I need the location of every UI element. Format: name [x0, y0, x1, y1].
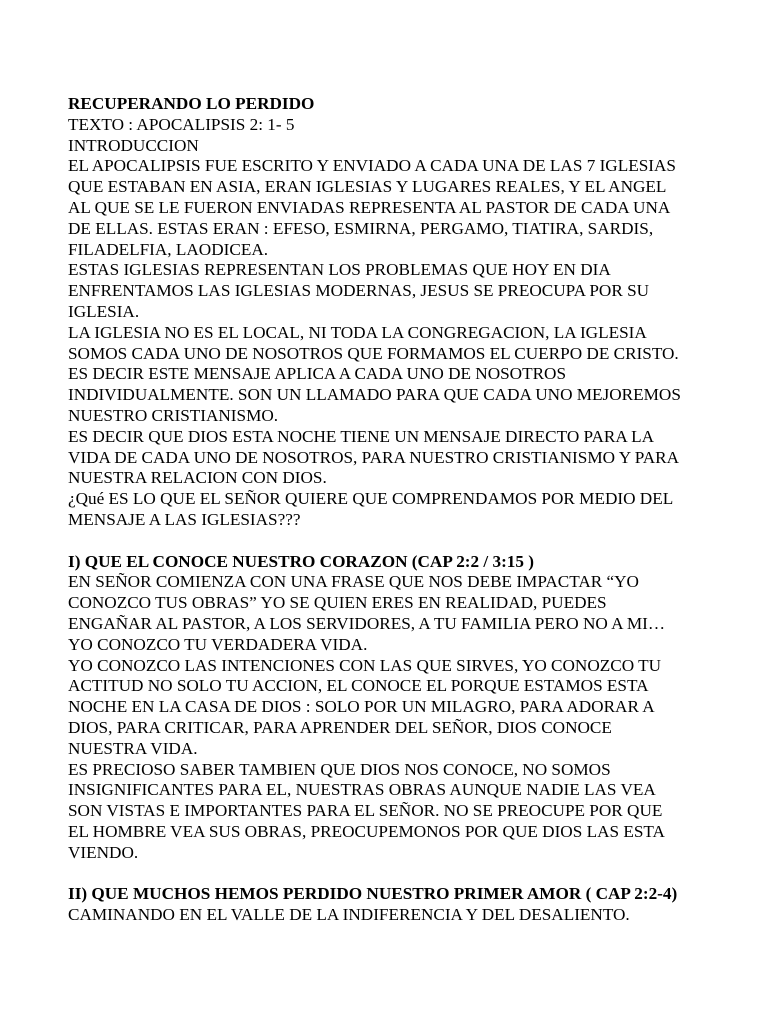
- text-line: YO CONOZCO LAS INTENCIONES CON LAS QUE SIRVES, YO CONOZCO TU: [68, 655, 662, 675]
- text-line: VIDA DE CADA UNO DE NOSOTROS, PARA NUESTRO CRISTIANISMO Y PARA: [68, 447, 680, 467]
- text-line: INSIGNIFICANTES PARA EL, NUESTRAS OBRAS AUNQUE NADIE LAS VEA: [68, 780, 656, 800]
- scripture-reference: TEXTO : APOCALIPSIS 2: 1- 5: [68, 114, 295, 134]
- text-line: ¿Qué ES LO QUE EL SEÑOR QUIERE QUE COMPRENDAMOS POR MEDIO DEL: [68, 489, 674, 509]
- text-line: MENSAJE A LAS IGLESIAS???: [68, 509, 301, 529]
- text-line: ACTITUD NO SOLO TU ACCION, EL CONOCE EL PORQUE ESTAMOS ESTA: [68, 676, 649, 696]
- section-1-paragraphs: [68, 572, 718, 863]
- paragraph-spacer: [68, 863, 718, 884]
- text-line: ES DECIR ESTE MENSAJE APLICA A CADA UNO DE NOSOTROS: [68, 364, 567, 384]
- text-line: DE ELLAS. ESTAS ERAN : EFESO, ESMIRNA, PERGAMO, TIATIRA, SARDIS,: [68, 218, 654, 238]
- text-line: ESTAS IGLESIAS REPRESENTAN LOS PROBLEMAS QUE HOY EN DIA: [68, 260, 611, 280]
- text-line: SON VISTAS E IMPORTANTES PARA EL SEÑOR. NO SE PREOCUPE POR QUE: [68, 801, 663, 821]
- text-line: ES PRECIOSO SABER TAMBIEN QUE DIOS NOS CONOCE, NO SOMOS: [68, 759, 611, 779]
- text-line: NUESTRA VIDA.: [68, 738, 198, 758]
- text-line: IGLESIA.: [68, 301, 140, 321]
- paragraph-spacer: [68, 531, 718, 552]
- intro-heading: INTRODUCCION: [68, 135, 199, 155]
- text-line: NUESTRA RELACION CON DIOS.: [68, 468, 327, 488]
- text-line: EL APOCALIPSIS FUE ESCRITO Y ENVIADO A CADA UNA DE LAS 7 IGLESIAS: [68, 156, 676, 176]
- text-line: SOMOS CADA UNO DE NOSOTROS QUE FORMAMOS EL CUERPO DE CRISTO.: [68, 343, 679, 363]
- text-line: LA IGLESIA NO ES EL LOCAL, NI TODA LA CONGREGACION, LA IGLESIA: [68, 322, 647, 342]
- section-heading-1: I) QUE EL CONOCE NUESTRO CORAZON (CAP 2:2 / 3:15 ): [68, 551, 534, 571]
- text-line: EL HOMBRE VEA SUS OBRAS, PREOCUPEMONOS POR QUE DIOS LAS ESTA: [68, 821, 665, 841]
- text-line: YO CONOZCO TU VERDADERA VIDA.: [68, 634, 368, 654]
- intro-paragraphs: [68, 156, 718, 530]
- text-line: EN SEÑOR COMIENZA CON UNA FRASE QUE NOS DEBE IMPACTAR “YO: [68, 572, 639, 592]
- text-line: NOCHE EN LA CASA DE DIOS : SOLO POR UN MILAGRO, PARA ADORAR A: [68, 697, 655, 717]
- text-line: QUE ESTABAN EN ASIA, ERAN IGLESIAS Y LUGARES REALES, Y EL ANGEL: [68, 177, 667, 197]
- document-title: RECUPERANDO LO PERDIDO: [68, 94, 315, 113]
- text-line: NUESTRO CRISTIANISMO.: [68, 405, 279, 425]
- text-line: INDIVIDUALMENTE. SON UN LLAMADO PARA QUE CADA UNO MEJOREMOS: [68, 385, 681, 405]
- text-line: CAMINANDO EN EL VALLE DE LA INDIFERENCIA Y DEL DESALIENTO.: [68, 905, 630, 925]
- text-line: AL QUE SE LE FUERON ENVIADAS REPRESENTA AL PASTOR DE CADA UNA: [68, 197, 671, 217]
- text-line: VIENDO.: [68, 842, 139, 862]
- section-heading-2: II) QUE MUCHOS HEMOS PERDIDO NUESTRO PRIMER AMOR ( CAP 2:2-4): [68, 884, 678, 904]
- text-line: CONOZCO TUS OBRAS” YO SE QUIEN ERES EN REALIDAD, PUEDES: [68, 593, 607, 613]
- text-line: ENGAÑAR AL PASTOR, A LOS SERVIDORES, A TU FAMILIA PERO NO A MI…: [68, 613, 666, 633]
- text-line: ENFRENTAMOS LAS IGLESIAS MODERNAS, JESUS SE PREOCUPA POR SU: [68, 281, 650, 301]
- text-line: DIOS, PARA CRITICAR, PARA APRENDER DEL SEÑOR, DIOS CONOCE: [68, 717, 612, 737]
- section-2-paragraphs: [68, 905, 718, 926]
- text-line: ES DECIR QUE DIOS ESTA NOCHE TIENE UN MENSAJE DIRECTO PARA LA: [68, 426, 655, 446]
- document-page: [68, 94, 718, 926]
- text-line: FILADELFIA, LAODICEA.: [68, 239, 269, 259]
